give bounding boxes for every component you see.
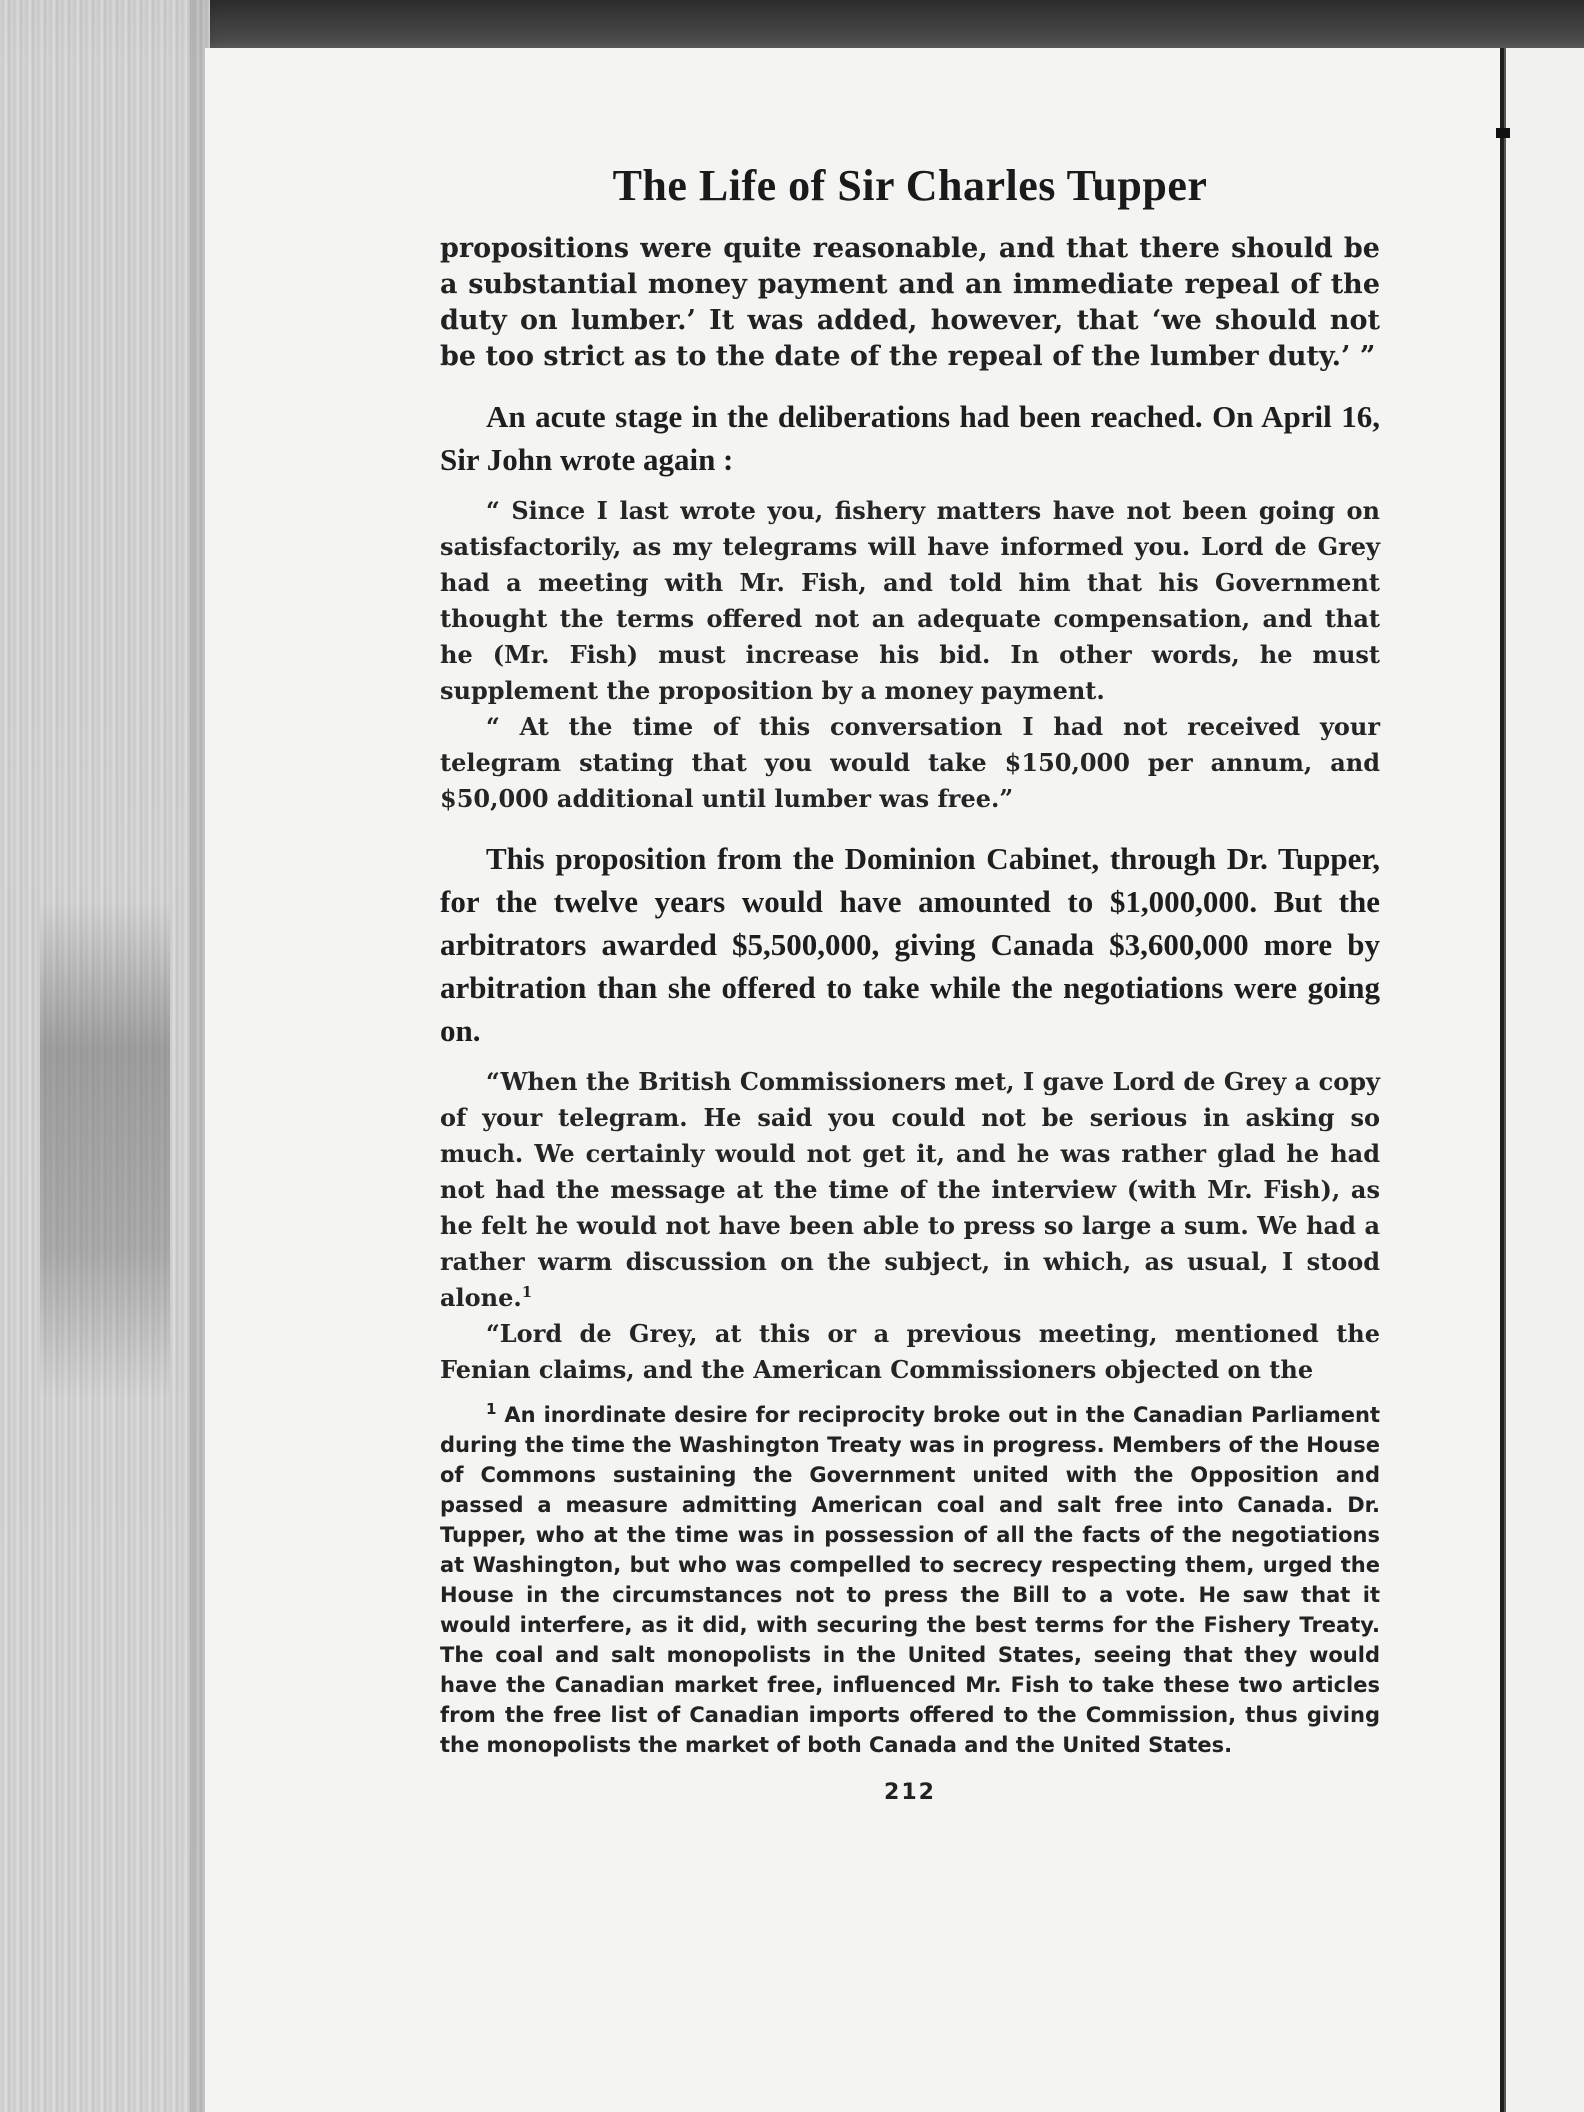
quote-telegram: “ At the time of this conversation I had not received your telegram stating that you would take $150,000 per annum, and $50,000 additional until lumber was free.” — [440, 712, 1380, 813]
running-head: The Life of Sir Charles Tupper — [612, 161, 1208, 210]
footnote — [440, 1400, 1380, 1760]
footnote-reference: 1 — [521, 1283, 533, 1301]
paragraph-acute-stage: An acute stage in the deliberations had been reached. On April 16, Sir John wrote again : — [440, 399, 1380, 477]
footnote-text: An inordinate desire for reciprocity broke out in the Canadian Parliament during the time the Washington Treaty was in progress. Members of the House of Commons sustaining the Government united with the Opposition and passed a measure admitting American coal and salt free into Canada. Dr. Tupper, who at the time was in possession of all the facts of the negotiations at Washington, but who was compelled to secrecy respecting them, urged the House in the circumstances not to press the Bill to a vote. He saw that it would interfere, as it did, with securing the best terms for the Fishery Treaty. The coal and salt monopolists in the United States, seeing that they would have the Canadian market free, influenced Mr. Fish to take these two articles from the free list of Canadian imports offered to the Commission, thus giving the monopolists the market of both Canada and the United States. — [440, 1403, 1381, 1757]
footnote-marker: 1 — [486, 1400, 497, 1418]
page-divider — [1504, 48, 1506, 2112]
page-content — [440, 160, 1380, 1805]
quote-fenian-claims: “Lord de Grey, at this or a previous meeting, mentioned the Fenian claims, and the American Commissioners objected on the — [440, 1319, 1380, 1384]
paragraph-continuation: propositions were quite reasonable, and that there should be a substantial money payment and an immediate repeal of the duty on lumber.’ It was added, however, that ‘we should not be too strict as to the date of the repeal of the lumber duty.’ ” — [440, 233, 1380, 372]
book-page-edges — [0, 0, 210, 2112]
quote-british-commissioners — [440, 1064, 1380, 1316]
adjacent-page — [1500, 48, 1584, 2112]
paragraph-dominion-cabinet: This proposition from the Dominion Cabinet, through Dr. Tupper, for the twelve years would have amounted to $1,000,000. But the arbitrators awarded $5,500,000, giving Canada $3,600,000 more by arbitration than she offered to take while the negotiations were going on. — [440, 841, 1380, 1048]
quote-british-commissioners-text: “When the British Commissioners met, I gave Lord de Grey a copy of your telegram. He said you could not be serious in asking so much. We certainly would not get it, and he was rather glad he had not had the message at the time of the interview (with Mr. Fish), as he felt he would not have been able to press so large a sum. We had a rather warm discussion on the subject, in which, as usual, I stood alone. — [440, 1067, 1380, 1312]
binding-mark — [1496, 128, 1510, 138]
quote-fishery-matters: “ Since I last wrote you, fishery matters have not been going on satisfactorily, as my telegrams will have informed you. Lord de Grey had a meeting with Mr. Fish, and told him that his Government thought the terms offered not an adequate compensation, and that he (Mr. Fish) must increase his bid. In other words, he must supplement the proposition by a money payment. — [440, 496, 1380, 705]
page-number: 212 — [884, 1780, 936, 1805]
